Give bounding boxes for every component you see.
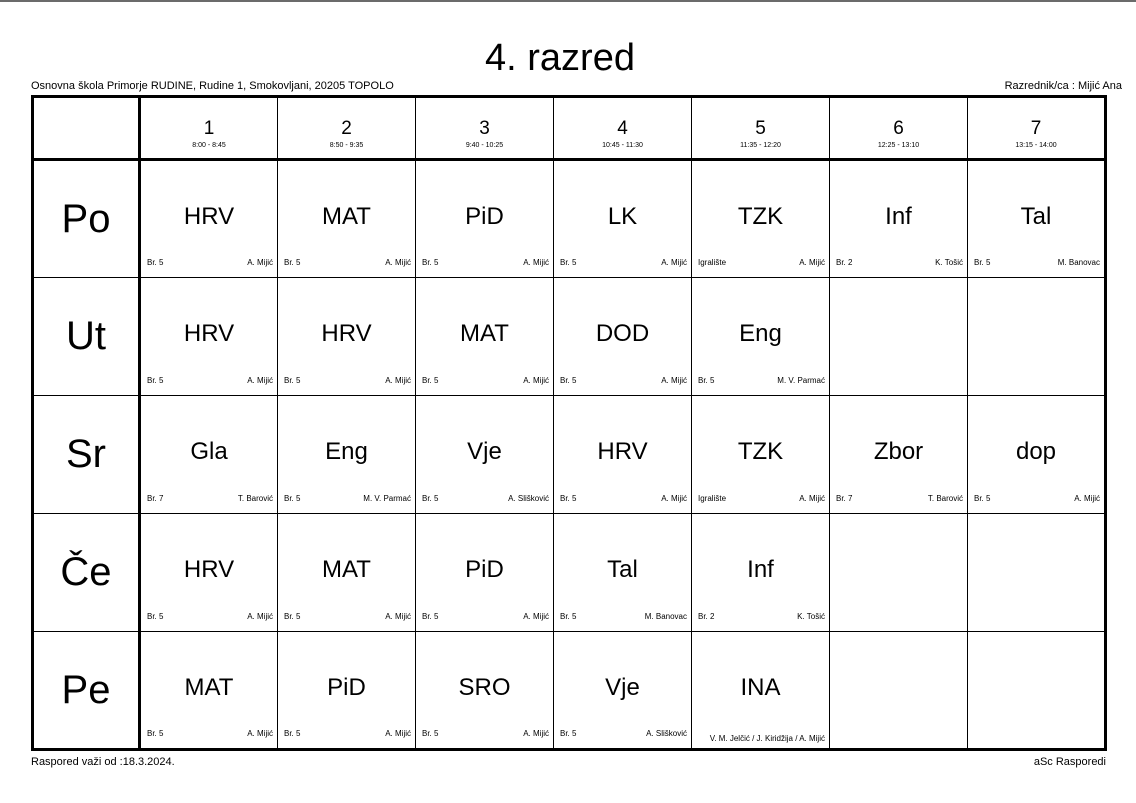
subject-label: PiD (465, 556, 504, 583)
room-label: Br. 5 (698, 376, 715, 385)
lesson-content (278, 396, 415, 513)
period-number: 7 (1030, 118, 1042, 139)
lesson-content (692, 396, 829, 513)
room-label: Br. 5 (147, 258, 164, 267)
lesson-cell (554, 632, 692, 750)
subject-label: MAT (322, 556, 371, 583)
period-number: 4 (617, 118, 628, 139)
lesson-cell (140, 396, 278, 514)
period-header (416, 97, 554, 160)
teacher-label: A. Slišković (646, 729, 687, 738)
lesson-content (141, 278, 277, 395)
subject-label: Eng (325, 438, 368, 465)
day-header (33, 514, 140, 632)
room-label: Br. 7 (147, 494, 164, 503)
subject-label: MAT (184, 674, 234, 701)
valid-from: Raspored važi od :18.3.2024. (31, 756, 175, 768)
day-header (33, 632, 140, 750)
room-label: Br. 5 (284, 494, 301, 503)
teacher-label: A. Mijić (385, 612, 411, 621)
subject-label: MAT (460, 320, 509, 347)
lesson-content (692, 161, 829, 277)
lesson-content (416, 161, 553, 277)
top-rule (0, 0, 1136, 2)
timetable (31, 95, 1107, 751)
room-label: Br. 5 (422, 612, 439, 621)
lesson-content (141, 161, 277, 277)
teacher-label: V. M. Jelčić / J. Kiridžija / A. Mijić (709, 734, 825, 743)
empty-cell (968, 632, 1106, 750)
lesson-content (416, 632, 553, 748)
lesson-content (416, 278, 553, 395)
subject-label: Gla (190, 438, 228, 465)
room-label: Br. 5 (147, 729, 164, 738)
subject-label: Zbor (873, 438, 924, 465)
teacher-label: A. Mijić (523, 376, 549, 385)
lesson-content (278, 514, 415, 631)
lesson-content (278, 632, 415, 748)
subject-label: Eng (739, 320, 782, 347)
subject-label: HRV (183, 556, 235, 583)
lesson-cell (278, 160, 416, 278)
lesson-cell (416, 278, 554, 396)
period-header (140, 97, 278, 160)
period-header (278, 97, 416, 160)
teacher-label: A. Mijić (385, 258, 411, 267)
period-header (692, 97, 830, 160)
room-label: Br. 5 (560, 729, 577, 738)
period-number: 5 (755, 118, 766, 139)
teacher-label: A. Mijić (523, 729, 549, 738)
room-label: Br. 5 (422, 729, 439, 738)
day-header (33, 396, 140, 514)
period-header (968, 97, 1106, 160)
corner-cell (33, 97, 140, 160)
period-time: 8:00 - 8:45 (192, 142, 226, 149)
subject-label: HRV (183, 320, 235, 347)
room-label: Br. 5 (422, 376, 439, 385)
teacher-label: A. Mijić (799, 258, 825, 267)
teacher-label: A. Slišković (508, 494, 549, 503)
lesson-cell (140, 278, 278, 396)
subject-label: HRV (183, 203, 235, 230)
teacher-label: A. Mijić (247, 258, 273, 267)
empty-cell (968, 514, 1106, 632)
day-name: Ut (66, 314, 106, 358)
day-row (33, 278, 1106, 396)
period-number: 3 (479, 118, 490, 139)
lesson-content (968, 161, 1104, 277)
day-row (33, 160, 1106, 278)
lesson-cell (554, 514, 692, 632)
lesson-cell (692, 514, 830, 632)
lesson-cell (278, 514, 416, 632)
lesson-cell (416, 514, 554, 632)
room-label: Br. 2 (698, 612, 715, 621)
lesson-cell (830, 160, 968, 278)
room-label: Br. 5 (147, 612, 164, 621)
teacher-label: T. Barović (237, 494, 273, 503)
lesson-cell (830, 396, 968, 514)
room-label: Br. 5 (284, 612, 301, 621)
room-label: Br. 7 (836, 494, 853, 503)
day-name: Pe (61, 667, 111, 712)
room-label: Igralište (698, 258, 727, 267)
lesson-content (141, 396, 277, 513)
teacher-label: M. Banovac (1057, 258, 1100, 267)
teacher-label: A. Mijić (661, 494, 687, 503)
room-label: Br. 2 (836, 258, 853, 267)
period-header (554, 97, 692, 160)
lesson-cell (140, 514, 278, 632)
lesson-content (830, 396, 967, 513)
generator-credit: aSc Rasporedi (1033, 756, 1106, 768)
header-row (33, 97, 1106, 160)
lesson-cell (416, 632, 554, 750)
room-label: Br. 5 (147, 376, 164, 385)
lesson-content (141, 632, 277, 748)
teacher-label: T. Barović (927, 494, 963, 503)
subject-label: TZK (737, 438, 784, 465)
subject-label: HRV (321, 320, 372, 347)
day-row (33, 514, 1106, 632)
room-label: Igralište (698, 494, 727, 503)
lesson-cell (554, 278, 692, 396)
subject-label: Vje (605, 674, 640, 701)
empty-cell (830, 632, 968, 750)
period-time: 11:35 - 12:20 (740, 142, 781, 149)
subject-label: Tal (1020, 203, 1052, 230)
subject-label: Tal (607, 556, 638, 583)
teacher-label: M. V. Parmać (777, 376, 825, 385)
lesson-content (692, 632, 829, 748)
teacher-label: A. Mijić (799, 494, 825, 503)
lesson-cell (278, 278, 416, 396)
lesson-content (830, 161, 967, 277)
period-time: 12:25 - 13:10 (877, 142, 920, 149)
day-header (33, 278, 140, 396)
room-label: Br. 5 (284, 376, 301, 385)
subject-label: PiD (465, 203, 504, 230)
class-teacher: Razrednik/ca : Mijić Ana (1004, 80, 1122, 92)
subject-label: TZK (737, 203, 784, 230)
subject-label: dop (1015, 438, 1057, 465)
subject-label: Inf (885, 203, 912, 230)
lesson-content (692, 278, 829, 395)
period-number: 6 (893, 118, 904, 139)
period-time: 10:45 - 11:30 (602, 142, 643, 149)
period-number: 2 (341, 118, 352, 139)
lesson-content (968, 396, 1104, 513)
lesson-content (692, 514, 829, 631)
teacher-label: M. Banovac (644, 612, 687, 621)
empty-cell (830, 514, 968, 632)
lesson-cell (692, 632, 830, 750)
lesson-content (554, 278, 691, 395)
room-label: Br. 5 (560, 376, 577, 385)
day-name: Če (60, 550, 112, 594)
teacher-label: A. Mijić (385, 729, 411, 738)
teacher-label: A. Mijić (247, 376, 273, 385)
room-label: Br. 5 (560, 258, 577, 267)
day-row (33, 632, 1106, 750)
teacher-label: A. Mijić (247, 612, 273, 621)
lesson-content (554, 514, 691, 631)
subject-label: LK (607, 203, 638, 230)
day-row (33, 396, 1106, 514)
teacher-label: A. Mijić (523, 258, 549, 267)
empty-cell (968, 278, 1106, 396)
teacher-label: A. Mijić (1074, 494, 1100, 503)
teacher-label: A. Mijić (661, 258, 687, 267)
teacher-label: A. Mijić (247, 729, 273, 738)
period-number: 1 (203, 118, 215, 139)
subject-label: SRO (458, 674, 511, 701)
lesson-cell (416, 396, 554, 514)
subject-label: HRV (597, 438, 648, 465)
lesson-cell (554, 396, 692, 514)
lesson-cell (692, 160, 830, 278)
room-label: Br. 5 (974, 258, 991, 267)
subject-label: Vje (467, 438, 502, 465)
period-header (830, 97, 968, 160)
teacher-label: A. Mijić (523, 612, 549, 621)
lesson-content (554, 161, 691, 277)
lesson-cell (140, 632, 278, 750)
lesson-cell (692, 396, 830, 514)
period-time: 9:40 - 10:25 (465, 142, 504, 149)
school-info: Osnovna škola Primorje RUDINE, Rudine 1, Smokovljani, 20205 TOPOLO (31, 80, 394, 92)
subject-label: DOD (595, 320, 650, 347)
room-label: Br. 5 (560, 612, 577, 621)
page-title: 4. razred (485, 37, 635, 79)
teacher-label: A. Mijić (661, 376, 687, 385)
room-label: Br. 5 (422, 494, 439, 503)
period-time: 13:15 - 14:00 (1015, 142, 1057, 149)
subject-label: Inf (747, 556, 774, 583)
lesson-content (278, 161, 415, 277)
lesson-content (554, 632, 691, 748)
room-label: Br. 5 (560, 494, 577, 503)
teacher-label: M. V. Parmać (363, 494, 411, 503)
lesson-content (141, 514, 277, 631)
lesson-content (416, 514, 553, 631)
room-label: Br. 5 (974, 494, 991, 503)
lesson-cell (692, 278, 830, 396)
lesson-content (416, 396, 553, 513)
subject-label: MAT (322, 203, 371, 230)
lesson-cell (416, 160, 554, 278)
room-label: Br. 5 (284, 258, 301, 267)
period-time: 8:50 - 9:35 (329, 142, 364, 149)
teacher-label: K. Tošić (935, 258, 963, 267)
room-label: Br. 5 (284, 729, 301, 738)
day-header (33, 160, 140, 278)
day-name: Sr (66, 432, 106, 476)
teacher-label: A. Mijić (385, 376, 411, 385)
room-label: Br. 5 (422, 258, 439, 267)
lesson-content (278, 278, 415, 395)
subject-label: INA (740, 674, 781, 701)
lesson-content (554, 396, 691, 513)
lesson-cell (140, 160, 278, 278)
teacher-label: K. Tošić (797, 612, 825, 621)
lesson-cell (278, 396, 416, 514)
subject-label: PiD (327, 674, 366, 701)
lesson-cell (968, 160, 1106, 278)
lesson-cell (554, 160, 692, 278)
lesson-cell (968, 396, 1106, 514)
lesson-cell (278, 632, 416, 750)
day-name: Po (61, 196, 111, 241)
empty-cell (830, 278, 968, 396)
